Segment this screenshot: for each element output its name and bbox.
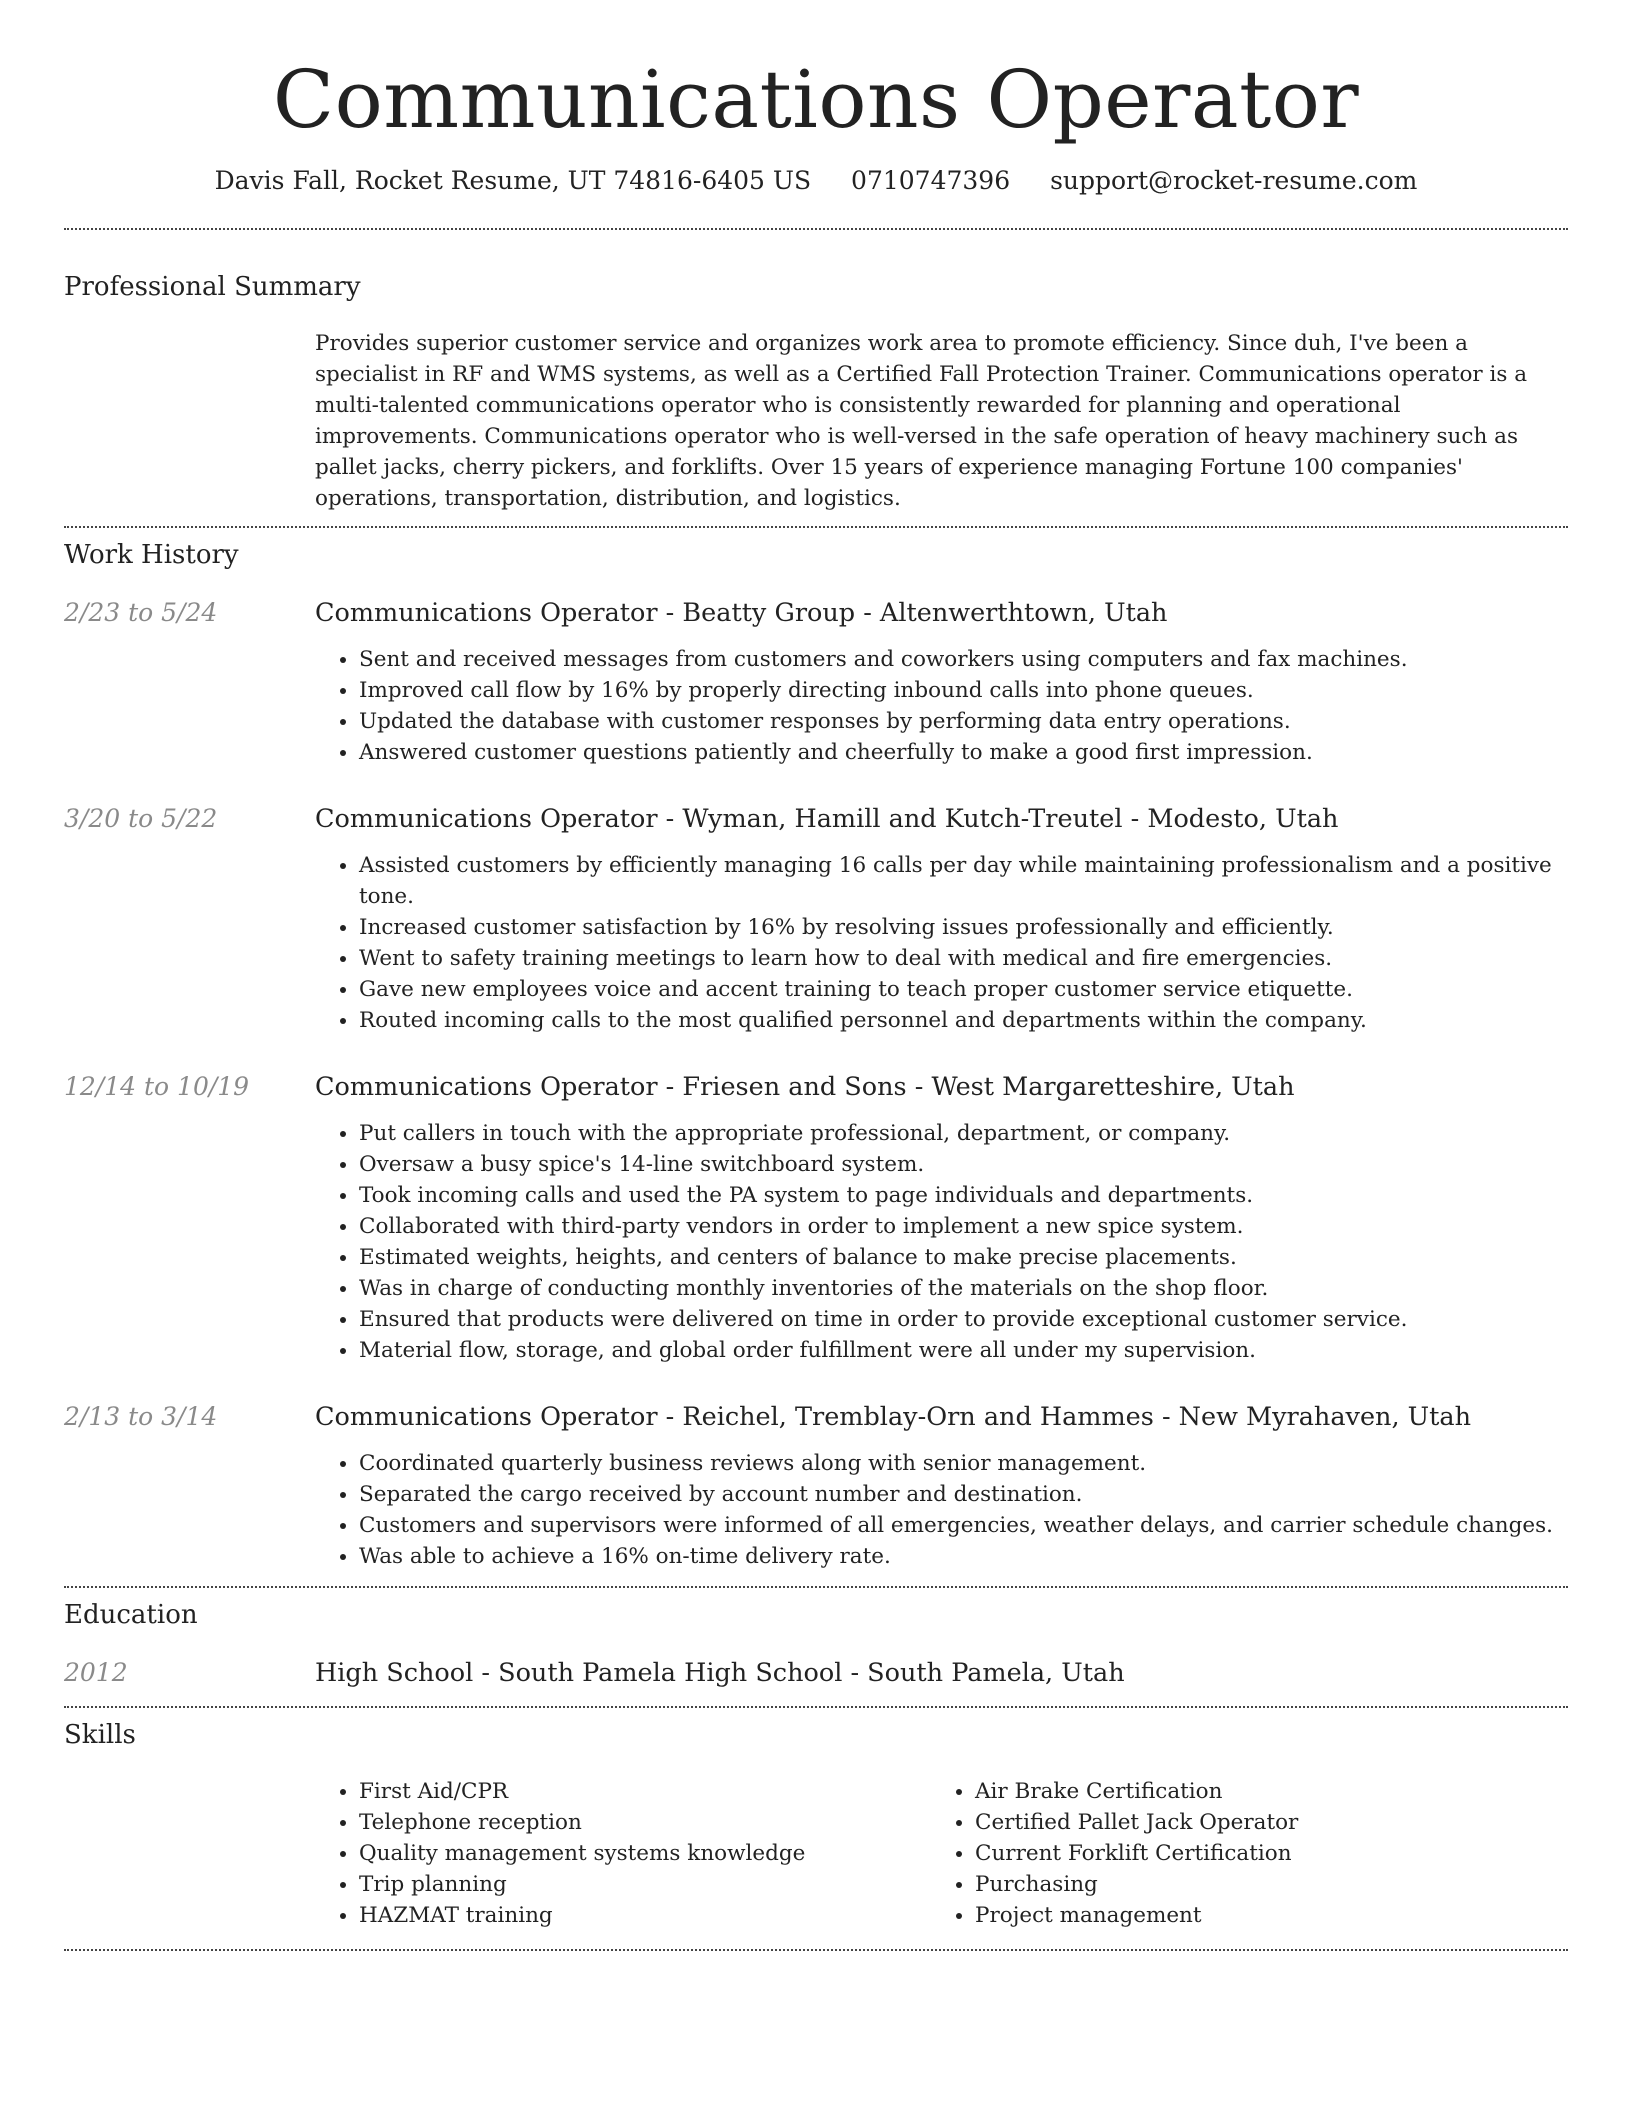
job-entry	[64, 802, 1568, 1036]
job-bullet: • Separated the cargo received by account number and destination.	[359, 1479, 1568, 1510]
job-entry	[64, 1400, 1568, 1572]
divider	[64, 526, 1568, 528]
job-entry	[64, 596, 1568, 768]
job-bullet: • Increased customer satisfaction by 16% by resolving issues professionally and efficiently.	[359, 912, 1568, 943]
job-body	[315, 802, 1568, 1036]
job-bullet: • Collaborated with third-party vendors in order to implement a new spice system.	[359, 1211, 1568, 1242]
job-bullets	[359, 644, 1568, 768]
work-history-heading: Work History	[64, 540, 239, 570]
job-title: Communications Operator - Reichel, Tremblay-Orn and Hammes - New Myrahaven, Utah	[315, 1402, 1472, 1432]
job-bullets	[359, 1118, 1568, 1366]
education-year: 2012	[64, 1658, 128, 1687]
skills-left-column	[359, 1776, 931, 1931]
contact-line	[64, 166, 1568, 195]
job-body	[315, 1070, 1568, 1366]
job-dates: 3/20 to 5/22	[64, 804, 218, 833]
job-title: Communications Operator - Wyman, Hamill and Kutch-Treutel - Modesto, Utah	[315, 804, 1339, 834]
job-dates: 2/13 to 3/14	[64, 1402, 218, 1431]
skill-item: • Telephone reception	[359, 1807, 931, 1838]
skills-columns	[315, 1776, 1568, 1931]
job-bullet: • Assisted customers by efficiently managing 16 calls per day while maintaining professionalism and a positive tone.	[359, 850, 1568, 912]
job-bullet: • Oversaw a busy spice's 14-line switchboard system.	[359, 1149, 1568, 1180]
job-body	[315, 596, 1568, 768]
job-bullet: • Customers and supervisors were informed of all emergencies, weather delays, and carrier schedule changes.	[359, 1510, 1568, 1541]
education-heading: Education	[64, 1600, 198, 1630]
job-bullet: • Put callers in touch with the appropriate professional, department, or company.	[359, 1118, 1568, 1149]
skill-item: • Current Forklift Certification	[975, 1838, 1547, 1869]
divider	[64, 228, 1568, 230]
job-bullet: • Sent and received messages from customers and coworkers using computers and fax machines.	[359, 644, 1568, 675]
job-title: Communications Operator - Friesen and Sons - West Margaretteshire, Utah	[315, 1072, 1295, 1102]
contact-address: Davis Fall, Rocket Resume, UT 74816-6405 US	[214, 166, 812, 195]
job-dates: 2/23 to 5/24	[64, 598, 218, 627]
work-history-list	[64, 596, 1568, 1572]
job-entry	[64, 1070, 1568, 1366]
skills-heading: Skills	[64, 1720, 136, 1750]
job-bullets	[359, 850, 1568, 1036]
summary-text: Provides superior customer service and organizes work area to promote efficiency. Since duh, I've been a specialist in RF and WMS systems, as well as a Certified Fall Protection Trainer. Communications operator is a multi-talented communications operator who is consistently rewarded for planning and operational improvements. Communications operator who is well-versed in the safe operation of heavy machinery such as pallet jacks, cherry pickers, and forklifts. Over 15 years of experience managing Fortune 100 companies' operations, transportation, distribution, and logistics.	[315, 331, 1528, 511]
job-bullet: • Ensured that products were delivered on time in order to provide exceptional customer service.	[359, 1304, 1568, 1335]
contact-email: support@rocket-resume.com	[1050, 166, 1418, 195]
skill-item: • HAZMAT training	[359, 1900, 931, 1931]
job-bullet: • Coordinated quarterly business reviews along with senior management.	[359, 1448, 1568, 1479]
job-bullet: • Was able to achieve a 16% on-time delivery rate.	[359, 1541, 1568, 1572]
job-dates: 12/14 to 10/19	[64, 1072, 250, 1101]
job-body	[315, 1400, 1568, 1572]
skill-item: • Purchasing	[975, 1869, 1547, 1900]
resume-page	[64, 0, 1568, 1951]
job-bullet: • Updated the database with customer responses by performing data entry operations.	[359, 706, 1568, 737]
job-bullets	[359, 1448, 1568, 1572]
job-bullet: • Routed incoming calls to the most qualified personnel and departments within the company.	[359, 1005, 1568, 1036]
contact-phone: 0710747396	[851, 166, 1011, 195]
divider	[64, 1949, 1568, 1951]
job-bullet: • Material flow, storage, and global order fulfillment were all under my supervision.	[359, 1335, 1568, 1366]
skill-item: • First Aid/CPR	[359, 1776, 931, 1807]
education-body	[315, 1656, 1568, 1690]
job-bullet: • Estimated weights, heights, and centers of balance to make precise placements.	[359, 1242, 1568, 1273]
skill-item: • Trip planning	[359, 1869, 931, 1900]
education-title: High School - South Pamela High School - South Pamela, Utah	[315, 1658, 1125, 1688]
divider	[64, 1706, 1568, 1708]
divider	[64, 1586, 1568, 1588]
job-bullet: • Improved call flow by 16% by properly directing inbound calls into phone queues.	[359, 675, 1568, 706]
education-entry	[64, 1656, 1568, 1690]
skill-item: • Project management	[975, 1900, 1547, 1931]
skill-item: • Air Brake Certification	[975, 1776, 1547, 1807]
skill-item: • Certified Pallet Jack Operator	[975, 1807, 1547, 1838]
skill-item: • Quality management systems knowledge	[359, 1838, 931, 1869]
job-bullet: • Gave new employees voice and accent training to teach proper customer service etiquette.	[359, 974, 1568, 1005]
job-title: Communications Operator - Beatty Group - Altenwerthtown, Utah	[315, 598, 1168, 628]
skills-right-column	[975, 1776, 1547, 1931]
resume-name: Communications Operator	[272, 53, 1360, 146]
job-bullet: • Answered customer questions patiently and cheerfully to make a good first impression.	[359, 737, 1568, 768]
job-bullet: • Took incoming calls and used the PA system to page individuals and departments.	[359, 1180, 1568, 1211]
job-bullet: • Went to safety training meetings to learn how to deal with medical and fire emergencies.	[359, 943, 1568, 974]
job-bullet: • Was in charge of conducting monthly inventories of the materials on the shop floor.	[359, 1273, 1568, 1304]
summary-heading: Professional Summary	[64, 272, 361, 302]
